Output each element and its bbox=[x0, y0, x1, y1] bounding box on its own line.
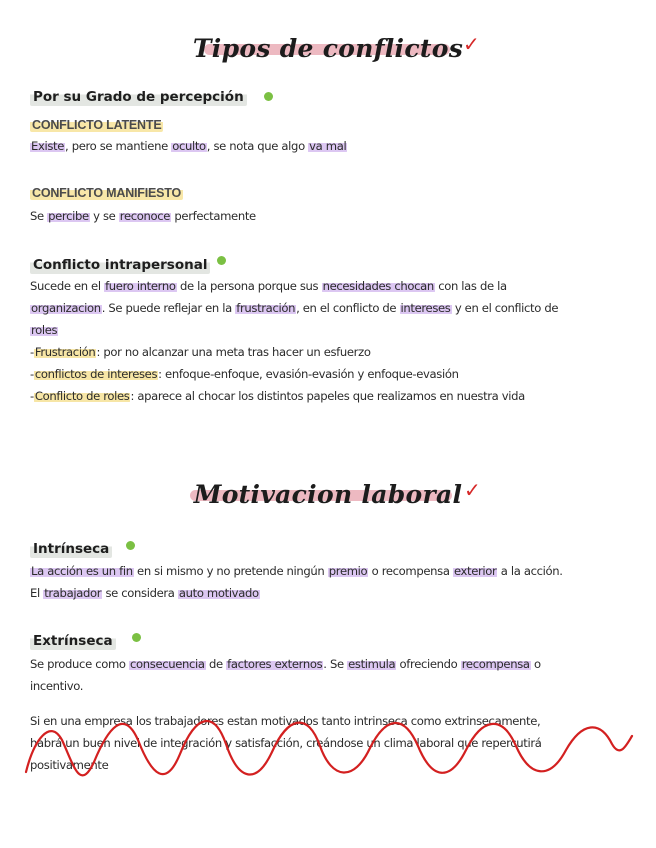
intrapersonal-line-4 bbox=[30, 341, 630, 363]
intrinsic-heading-block bbox=[30, 538, 630, 558]
hl-oculto: oculto bbox=[172, 139, 206, 153]
hl-recompensa: recompensa bbox=[461, 657, 530, 671]
hl-premio: premio bbox=[328, 564, 368, 578]
hl-exterior: exterior bbox=[453, 564, 497, 578]
text-run: o recompensa bbox=[368, 564, 453, 578]
intrinsic-heading: Intrínseca bbox=[30, 540, 112, 558]
hl-frustracion: frustración bbox=[236, 301, 296, 315]
text-run: con las de la bbox=[434, 279, 507, 293]
intrinsic-line-2 bbox=[30, 582, 630, 604]
manifest-block bbox=[30, 182, 630, 227]
text-run: , pero se mantiene bbox=[65, 139, 172, 153]
intrapersonal-line-3 bbox=[30, 319, 630, 341]
check-mark-icon: ✓ bbox=[464, 478, 481, 502]
text-run: , se nota que algo bbox=[206, 139, 309, 153]
intrapersonal-line-2 bbox=[30, 297, 630, 319]
hl-roles: roles bbox=[31, 323, 58, 337]
hl-auto-motivado: auto motivado bbox=[178, 586, 259, 600]
text-run: perfectamente bbox=[171, 209, 256, 223]
perception-block bbox=[30, 86, 630, 106]
text-run: ofreciendo bbox=[396, 657, 461, 671]
text-run: incentivo. bbox=[30, 679, 84, 693]
text-run: : aparece al chocar los distintos papeles que realizamos en nuestra vida bbox=[130, 389, 525, 403]
extrinsic-heading-block bbox=[30, 630, 630, 650]
manifest-text bbox=[30, 205, 630, 227]
text-run: se considera bbox=[102, 586, 178, 600]
hl-factores-externos: factores externos bbox=[227, 657, 323, 671]
intrapersonal-line-5 bbox=[30, 363, 630, 385]
hl-accion-fin: La acción es un fin bbox=[31, 564, 133, 578]
text-run: , en el conflicto de bbox=[296, 301, 400, 315]
hly-conflicto-roles: Conflicto de roles bbox=[34, 389, 130, 403]
intrapersonal-body bbox=[30, 275, 630, 407]
latent-label: CONFLICTO LATENTE bbox=[32, 118, 162, 132]
hl-percibe: percibe bbox=[48, 209, 89, 223]
green-dot-icon bbox=[132, 633, 141, 642]
text-run: Se bbox=[30, 209, 48, 223]
section-title-motivation: Motivacion laboral bbox=[193, 480, 463, 509]
crossed-line-3: positivamente bbox=[30, 758, 109, 772]
intrapersonal-line-6 bbox=[30, 385, 630, 407]
hl-estimula: estimula bbox=[348, 657, 396, 671]
perception-heading: Por su Grado de percepción bbox=[30, 88, 247, 106]
hly-frustracion: Frustración bbox=[34, 345, 96, 359]
text-run: - bbox=[30, 389, 34, 403]
text-run: o bbox=[530, 657, 541, 671]
hl-reconoce: reconoce bbox=[119, 209, 171, 223]
green-dot-icon bbox=[264, 92, 273, 101]
text-run: - bbox=[30, 345, 34, 359]
check-mark-icon: ✓ bbox=[463, 32, 480, 56]
latent-block bbox=[30, 114, 630, 157]
intrapersonal-heading-block bbox=[30, 254, 630, 274]
text-run: : enfoque-enfoque, evasión-evasión y enfoque-evasión bbox=[158, 367, 459, 381]
hl-existe: Existe bbox=[31, 139, 65, 153]
manifest-label: CONFLICTO MANIFIESTO bbox=[32, 186, 182, 200]
crossed-line-2: habrá un buen nivel de integración y satisfacción, creándose un clima laboral que repercutirá bbox=[30, 736, 542, 750]
text-run: El bbox=[30, 586, 44, 600]
hl-necesidades: necesidades chocan bbox=[322, 279, 434, 293]
text-run: y se bbox=[89, 209, 119, 223]
section-title-conflicts: Tipos de conflictos bbox=[192, 34, 464, 63]
crossed-out-paragraph bbox=[30, 710, 630, 776]
hl-fuero-interno: fuero interno bbox=[105, 279, 176, 293]
intrapersonal-heading: Conflicto intrapersonal bbox=[30, 256, 210, 274]
hl-trabajador: trabajador bbox=[44, 586, 102, 600]
extrinsic-line-2 bbox=[30, 675, 630, 697]
text-run: de la persona porque sus bbox=[176, 279, 322, 293]
text-run: y en el conflicto de bbox=[451, 301, 559, 315]
text-run: : por no alcanzar una meta tras hacer un esfuerzo bbox=[96, 345, 371, 359]
section-title-wrap bbox=[0, 476, 656, 516]
hl-consecuencia: consecuencia bbox=[129, 657, 205, 671]
intrinsic-line-1 bbox=[30, 560, 630, 582]
hl-va-mal: va mal bbox=[309, 139, 347, 153]
text-run: Se produce como bbox=[30, 657, 129, 671]
hly-conflictos-intereses: conflictos de intereses bbox=[34, 367, 158, 381]
text-run: . Se puede reflejar en la bbox=[101, 301, 236, 315]
text-run: de bbox=[205, 657, 227, 671]
text-run: . Se bbox=[323, 657, 348, 671]
text-run: en si mismo y no pretende ningún bbox=[133, 564, 328, 578]
text-run: - bbox=[30, 367, 34, 381]
text-run: Sucede en el bbox=[30, 279, 105, 293]
hl-intereses: intereses bbox=[400, 301, 451, 315]
intrinsic-body bbox=[30, 560, 630, 604]
green-dot-icon bbox=[217, 256, 226, 265]
section-title-wrap bbox=[0, 30, 656, 70]
hl-organizacion: organizacion bbox=[31, 301, 101, 315]
intrapersonal-line-1 bbox=[30, 275, 630, 297]
green-dot-icon bbox=[126, 541, 135, 550]
latent-text bbox=[30, 135, 630, 157]
extrinsic-line-1 bbox=[30, 653, 630, 675]
text-run: a la acción. bbox=[497, 564, 563, 578]
extrinsic-heading: Extrínseca bbox=[30, 632, 116, 650]
extrinsic-body bbox=[30, 653, 630, 697]
crossed-line-1: Si en una empresa los trabajadores estan motivados tanto intrinseca como extrinsecamente, bbox=[30, 714, 541, 728]
